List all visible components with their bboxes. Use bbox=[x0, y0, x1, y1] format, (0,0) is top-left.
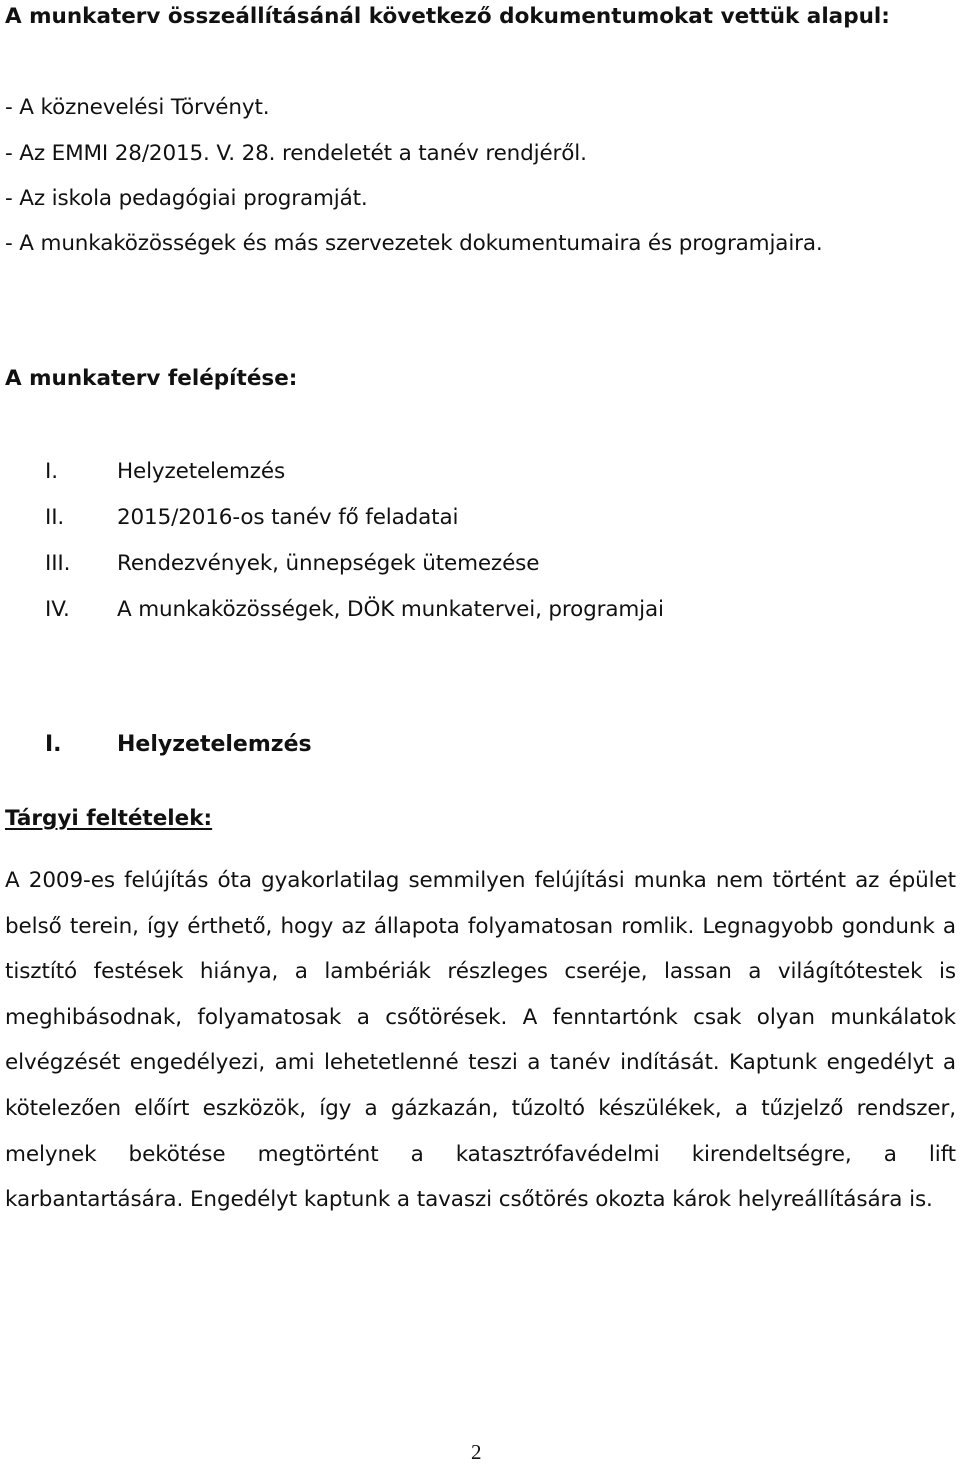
structure-heading: A munkaterv felépítése: bbox=[5, 366, 298, 391]
toc-item-label: A munkaközösségek, DÖK munkatervei, programjai bbox=[117, 597, 664, 622]
toc-item-label: Helyzetelemzés bbox=[117, 459, 286, 484]
toc-item-label: Rendezvények, ünnepségek ütemezése bbox=[117, 551, 540, 576]
toc-item-label: 2015/2016-os tanév fő feladatai bbox=[117, 505, 459, 530]
section-number: I. bbox=[45, 732, 62, 757]
toc-item-number: III. bbox=[45, 551, 71, 576]
toc-item-number: II. bbox=[45, 505, 65, 530]
page-number: 2 bbox=[471, 1440, 482, 1464]
toc-item-number: I. bbox=[45, 459, 58, 484]
intro-list-item: - A köznevelési Törvényt. bbox=[5, 95, 270, 120]
section-title: Helyzetelemzés bbox=[117, 732, 312, 757]
intro-list-item: - A munkaközösségek és más szervezetek dokumentumaira és programjaira. bbox=[5, 231, 823, 256]
intro-list-item: - Az EMMI 28/2015. V. 28. rendeletét a tanév rendjéről. bbox=[5, 141, 587, 166]
intro-heading: A munkaterv összeállításánál következő dokumentumokat vettük alapul: bbox=[5, 4, 890, 29]
toc-item-number: IV. bbox=[45, 597, 70, 622]
subsection-heading: Tárgyi feltételek: bbox=[5, 806, 213, 831]
body-paragraph: A 2009-es felújítás óta gyakorlatilag semmilyen felújítási munka nem történt az épület belső terein, így érthető, hogy az állapota folyamatosan romlik. Legnagyobb gondunk a tisztító festések hiánya, a lambériák részleges cseréje, lassan a világítótestek is meghibásodnak, folyamatosak a csőtörések. A fenntartónk csak olyan munkálatok elvégzését engedélyezi, ami lehetetlenné teszi a tanév indítását. Kaptunk engedélyt a kötelezően előírt eszközök, így a gázkazán, tűzoltó készülékek, a tűzjelző rendszer, melynek bekötése megtörtént a katasztrófavédelmi kirendeltségre, a lift karbantartására. Engedélyt kaptunk a tavaszi csőtörés okozta károk helyreállítására is. bbox=[5, 868, 956, 1213]
intro-list-item: - Az iskola pedagógiai programját. bbox=[5, 186, 368, 211]
